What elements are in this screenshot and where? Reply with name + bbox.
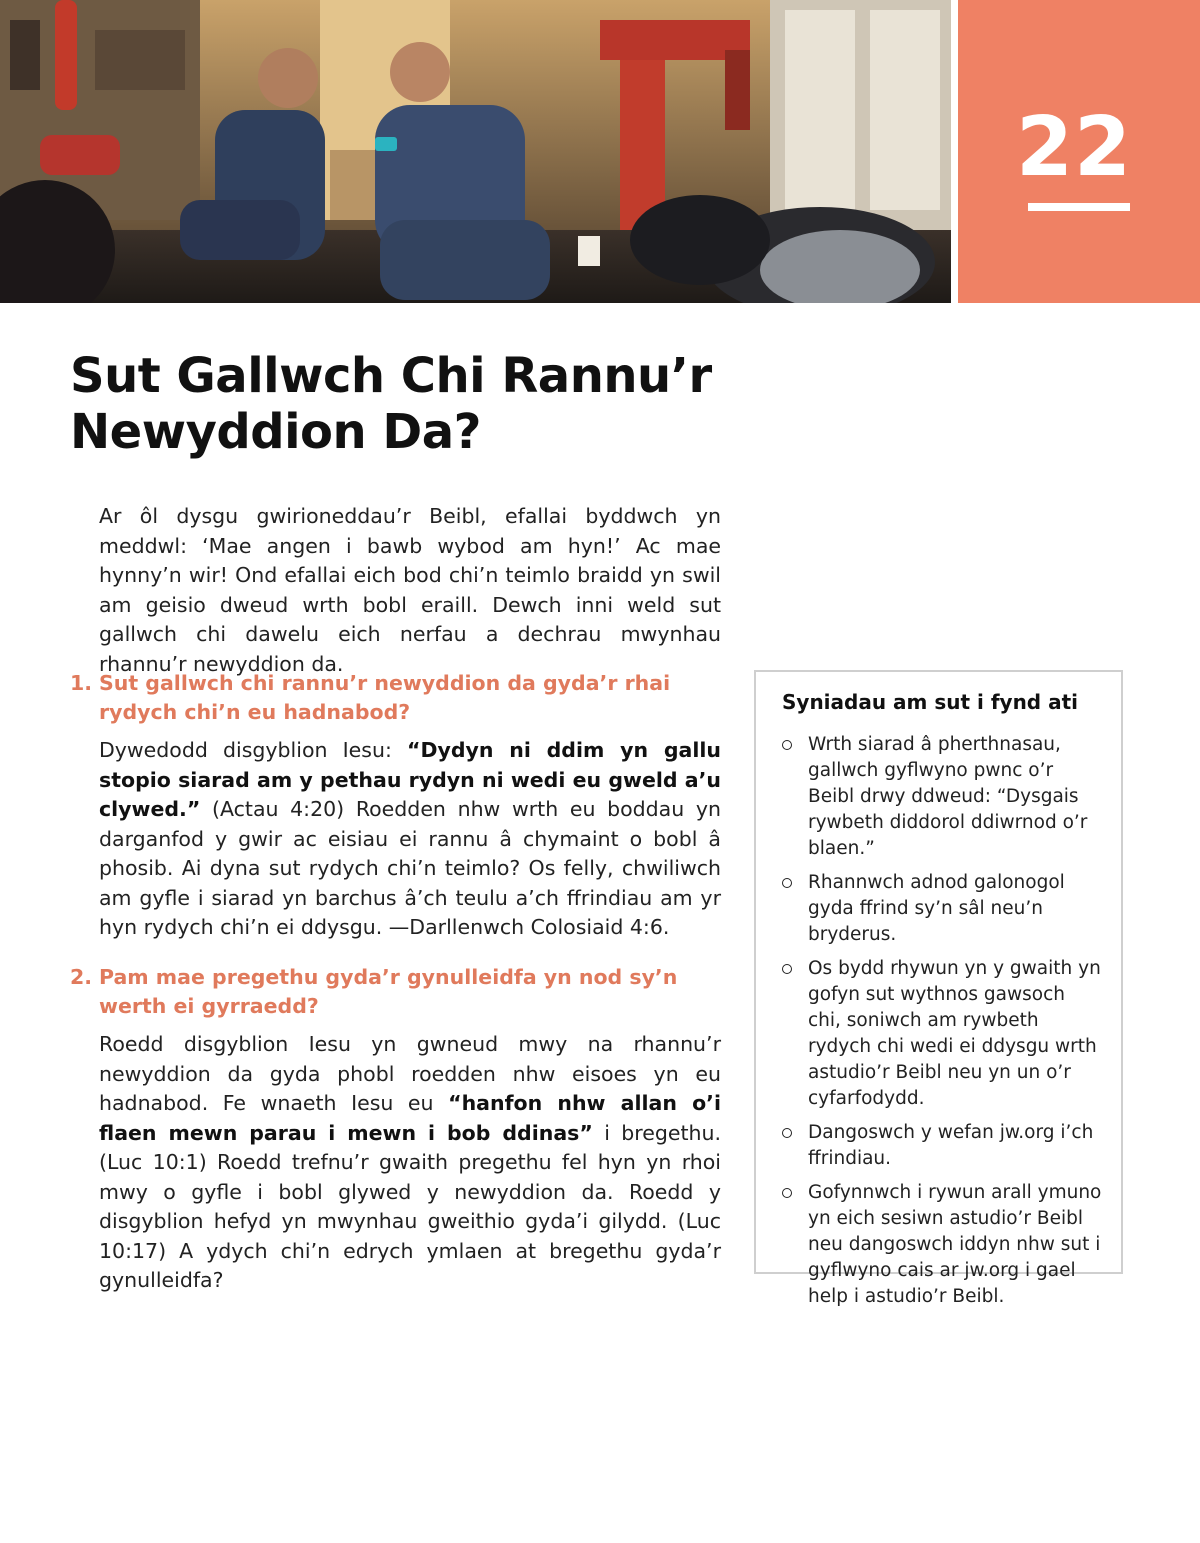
answer-2-intro: Roedd disgyblion Iesu yn gwneud mwy na rhannu’r newyddion da gyda phobl roedden nhw eisoes yn eu hadnabod. Fe wnaeth Iesu eu [99,1032,721,1115]
circle-bullet-icon [782,1188,792,1198]
header-photo [0,0,951,303]
garage-scene-illustration [0,0,951,303]
tip-item [782,732,1102,862]
tips-sidebar [754,670,1123,1307]
title-line-2: Newyddion Da? [70,404,481,460]
tip-item [782,1180,1102,1310]
circle-bullet-icon [782,740,792,750]
circle-bullet-icon [782,964,792,974]
answer-2 [99,1030,721,1296]
tip-text: Wrth siarad â pherthnasau, gallwch gyflwyno pwnc o’r Beibl drwy ddweud: “Dysgais rywbeth diddorol ddiwrnod o’r blaen.” [808,734,1088,859]
answer-1-rest: (Actau 4:20) Roedden nhw wrth eu boddau yn darganfod y gwir ac eisiau ei rannu â chymaint o bobl â phosib. Ai dyna sut rydych chi’n teimlo? Os felly, chwiliwch am gyfle i siarad yn barchus â’ch teulu a’ch ffrindiau am yr hyn rydych chi’n ei ddysgu. —Darllenwch Colosiaid 4:6. [99,797,721,939]
tip-item [782,870,1102,948]
tip-item [782,956,1102,1112]
page-title [70,348,790,460]
lesson-number: 22 [1015,100,1133,195]
tips-list [782,732,1102,1318]
badge-underline [1028,203,1130,211]
sidebar-title: Syniadau am sut i fynd ati [782,690,1078,714]
answer-1 [99,736,721,943]
answer-1-quote: “Dydyn ni ddim yn gallu stopio siarad am y pethau rydyn ni wedi eu gweld a’u clywed.” [99,738,721,821]
circle-bullet-icon [782,878,792,888]
answer-1-intro: Dywedodd disgyblion Iesu: [99,738,407,762]
intro-paragraph: Ar ôl dysgu gwirioneddau’r Beibl, efallai byddwch yn meddwl: ‘Mae angen i bawb wybod am hyn!’ Ac mae hynny’n wir! Ond efallai eich bod chi’n teimlo braidd yn swil am geisio dweud wrth bobl eraill. Dewch inni weld sut gallwch chi dawelu eich nerfau a dechrau mwynhau rhannu’r newyddion da. [99,504,721,676]
question-2-number: 2. [70,965,93,989]
tip-text: Gofynnwch i rywun arall ymuno yn eich sesiwn astudio’r Beibl neu dangoswch iddyn nhw sut i gyflwyno cais ar jw.org i gael help i astudio’r Beibl. [808,1182,1102,1307]
question-2 [70,963,725,1021]
tip-text: Dangoswch y wefan jw.org i’ch ffrindiau. [808,1122,1094,1169]
question-1-number: 1. [70,671,93,695]
tip-text: Rhannwch adnod galonogol gyda ffrind sy’n sâl neu’n bryderus. [808,872,1065,945]
lesson-number-badge [958,0,1200,303]
question-1 [70,669,725,727]
title-line-1: Sut Gallwch Chi Rannu’r [70,348,712,404]
question-2-text: Pam mae pregethu gyda’r gynulleidfa yn nod sy’n werth ei gyrraedd? [99,965,678,1018]
answer-2-rest: i bregethu. (Luc 10:1) Roedd trefnu’r gwaith pregethu fel hyn yn rhoi mwy o gyfle i bobl glywed y newyddion da. Roedd y disgyblion hefyd yn mwynhau gweithio gyda’i gilydd. (Luc 10:17) A ydych chi’n edrych ymlaen at bregethu gyda’r gynulleidfa? [99,1120,722,1292]
tip-item [782,1120,1102,1172]
tip-text: Os bydd rhywun yn y gwaith yn gofyn sut wythnos gawsoch chi, soniwch am rywbeth rydych chi wedi ei ddysgu wrth astudio’r Beibl neu yn un o’r cyfarfodydd. [808,958,1101,1109]
circle-bullet-icon [782,1128,792,1138]
question-1-text: Sut gallwch chi rannu’r newyddion da gyda’r rhai rydych chi’n eu hadnabod? [99,671,671,724]
answer-2-quote: “hanfon nhw allan o’i flaen mewn parau i mewn i bob ddinas” [99,1091,722,1145]
